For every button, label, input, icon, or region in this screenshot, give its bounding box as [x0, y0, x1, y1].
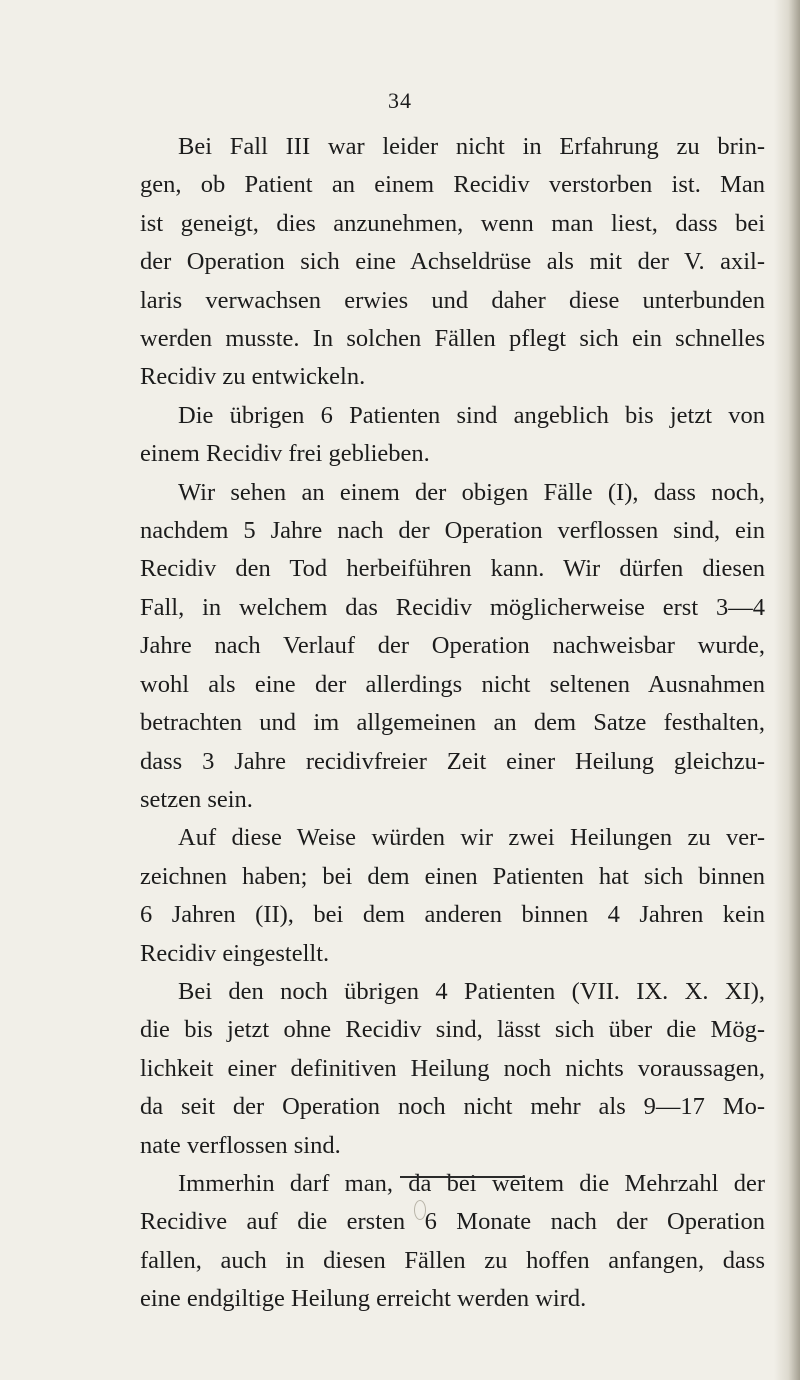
faint-stamp-mark	[414, 1200, 426, 1220]
text-line: eine endgiltige Heilung erreicht werden wird.	[140, 1285, 587, 1313]
text-line: wohl als eine der allerdings nicht seltenen Ausnahmen	[140, 670, 765, 698]
text-line: einem Recidiv frei geblieben.	[140, 440, 430, 468]
text-line: nate verflossen sind.	[140, 1131, 341, 1159]
paragraph	[140, 397, 765, 474]
text-line: Recidiv den Tod herbeiführen kann. Wir dürfen diesen	[140, 555, 765, 583]
text-line: da seit der Operation noch nicht mehr als 9—17 Mo-	[140, 1093, 765, 1121]
text-line: betrachten und im allgemeinen an dem Satze festhalten,	[140, 709, 765, 737]
paragraph	[140, 973, 765, 1165]
text-line: lichkeit einer definitiven Heilung noch nichts voraussagen,	[140, 1054, 765, 1082]
section-separator-rule	[400, 1176, 525, 1178]
paragraph	[140, 1165, 765, 1319]
body-text	[140, 128, 765, 1319]
text-line: Bei den noch übrigen 4 Patienten (VII. IX. X. XI),	[178, 977, 765, 1005]
text-line: Recidiv zu entwickeln.	[140, 363, 366, 391]
text-line: Recidiv eingestellt.	[140, 939, 330, 967]
text-line: fallen, auch in diesen Fällen zu hoffen anfangen, dass	[140, 1246, 765, 1274]
text-line: dass 3 Jahre recidivfreier Zeit einer Heilung gleichzu-	[140, 747, 765, 775]
text-line: Die übrigen 6 Patienten sind angeblich bis jetzt von	[178, 401, 765, 429]
text-line: Recidive auf die ersten 6 Monate nach der Operation	[140, 1208, 765, 1236]
text-line: setzen sein.	[140, 785, 253, 813]
text-line: der Operation sich eine Achseldrüse als mit der V. axil-	[140, 248, 765, 276]
text-line: ist geneigt, dies anzunehmen, wenn man liest, dass bei	[140, 209, 765, 237]
text-line: zeichnen haben; bei dem einen Patienten hat sich binnen	[140, 862, 765, 890]
text-line: laris verwachsen erwies und daher diese unterbunden	[140, 286, 765, 314]
text-line: Jahre nach Verlauf der Operation nachweisbar wurde,	[140, 632, 765, 660]
paragraph	[140, 819, 765, 973]
text-line: nachdem 5 Jahre nach der Operation verflossen sind, ein	[140, 517, 765, 545]
text-line: die bis jetzt ohne Recidiv sind, lässt sich über die Mög-	[140, 1016, 765, 1044]
text-line: Auf diese Weise würden wir zwei Heilungen zu ver-	[178, 824, 765, 852]
text-line: Fall, in welchem das Recidiv möglicherweise erst 3—4	[140, 593, 765, 621]
text-line: Immerhin darf man, da bei weitem die Mehrzahl der	[178, 1169, 765, 1197]
text-line: Wir sehen an einem der obigen Fälle (I), dass noch,	[178, 478, 765, 506]
paragraph	[140, 128, 765, 397]
paragraph	[140, 474, 765, 820]
text-line: gen, ob Patient an einem Recidiv verstorben ist. Man	[140, 171, 765, 199]
page-edge-shadow	[774, 0, 800, 1380]
text-line: werden musste. In solchen Fällen pflegt sich ein schnelles	[140, 325, 765, 353]
text-line: 6 Jahren (II), bei dem anderen binnen 4 Jahren kein	[140, 901, 765, 929]
page-number: 34	[388, 88, 412, 113]
text-line: Bei Fall III war leider nicht in Erfahrung zu brin-	[178, 133, 765, 160]
